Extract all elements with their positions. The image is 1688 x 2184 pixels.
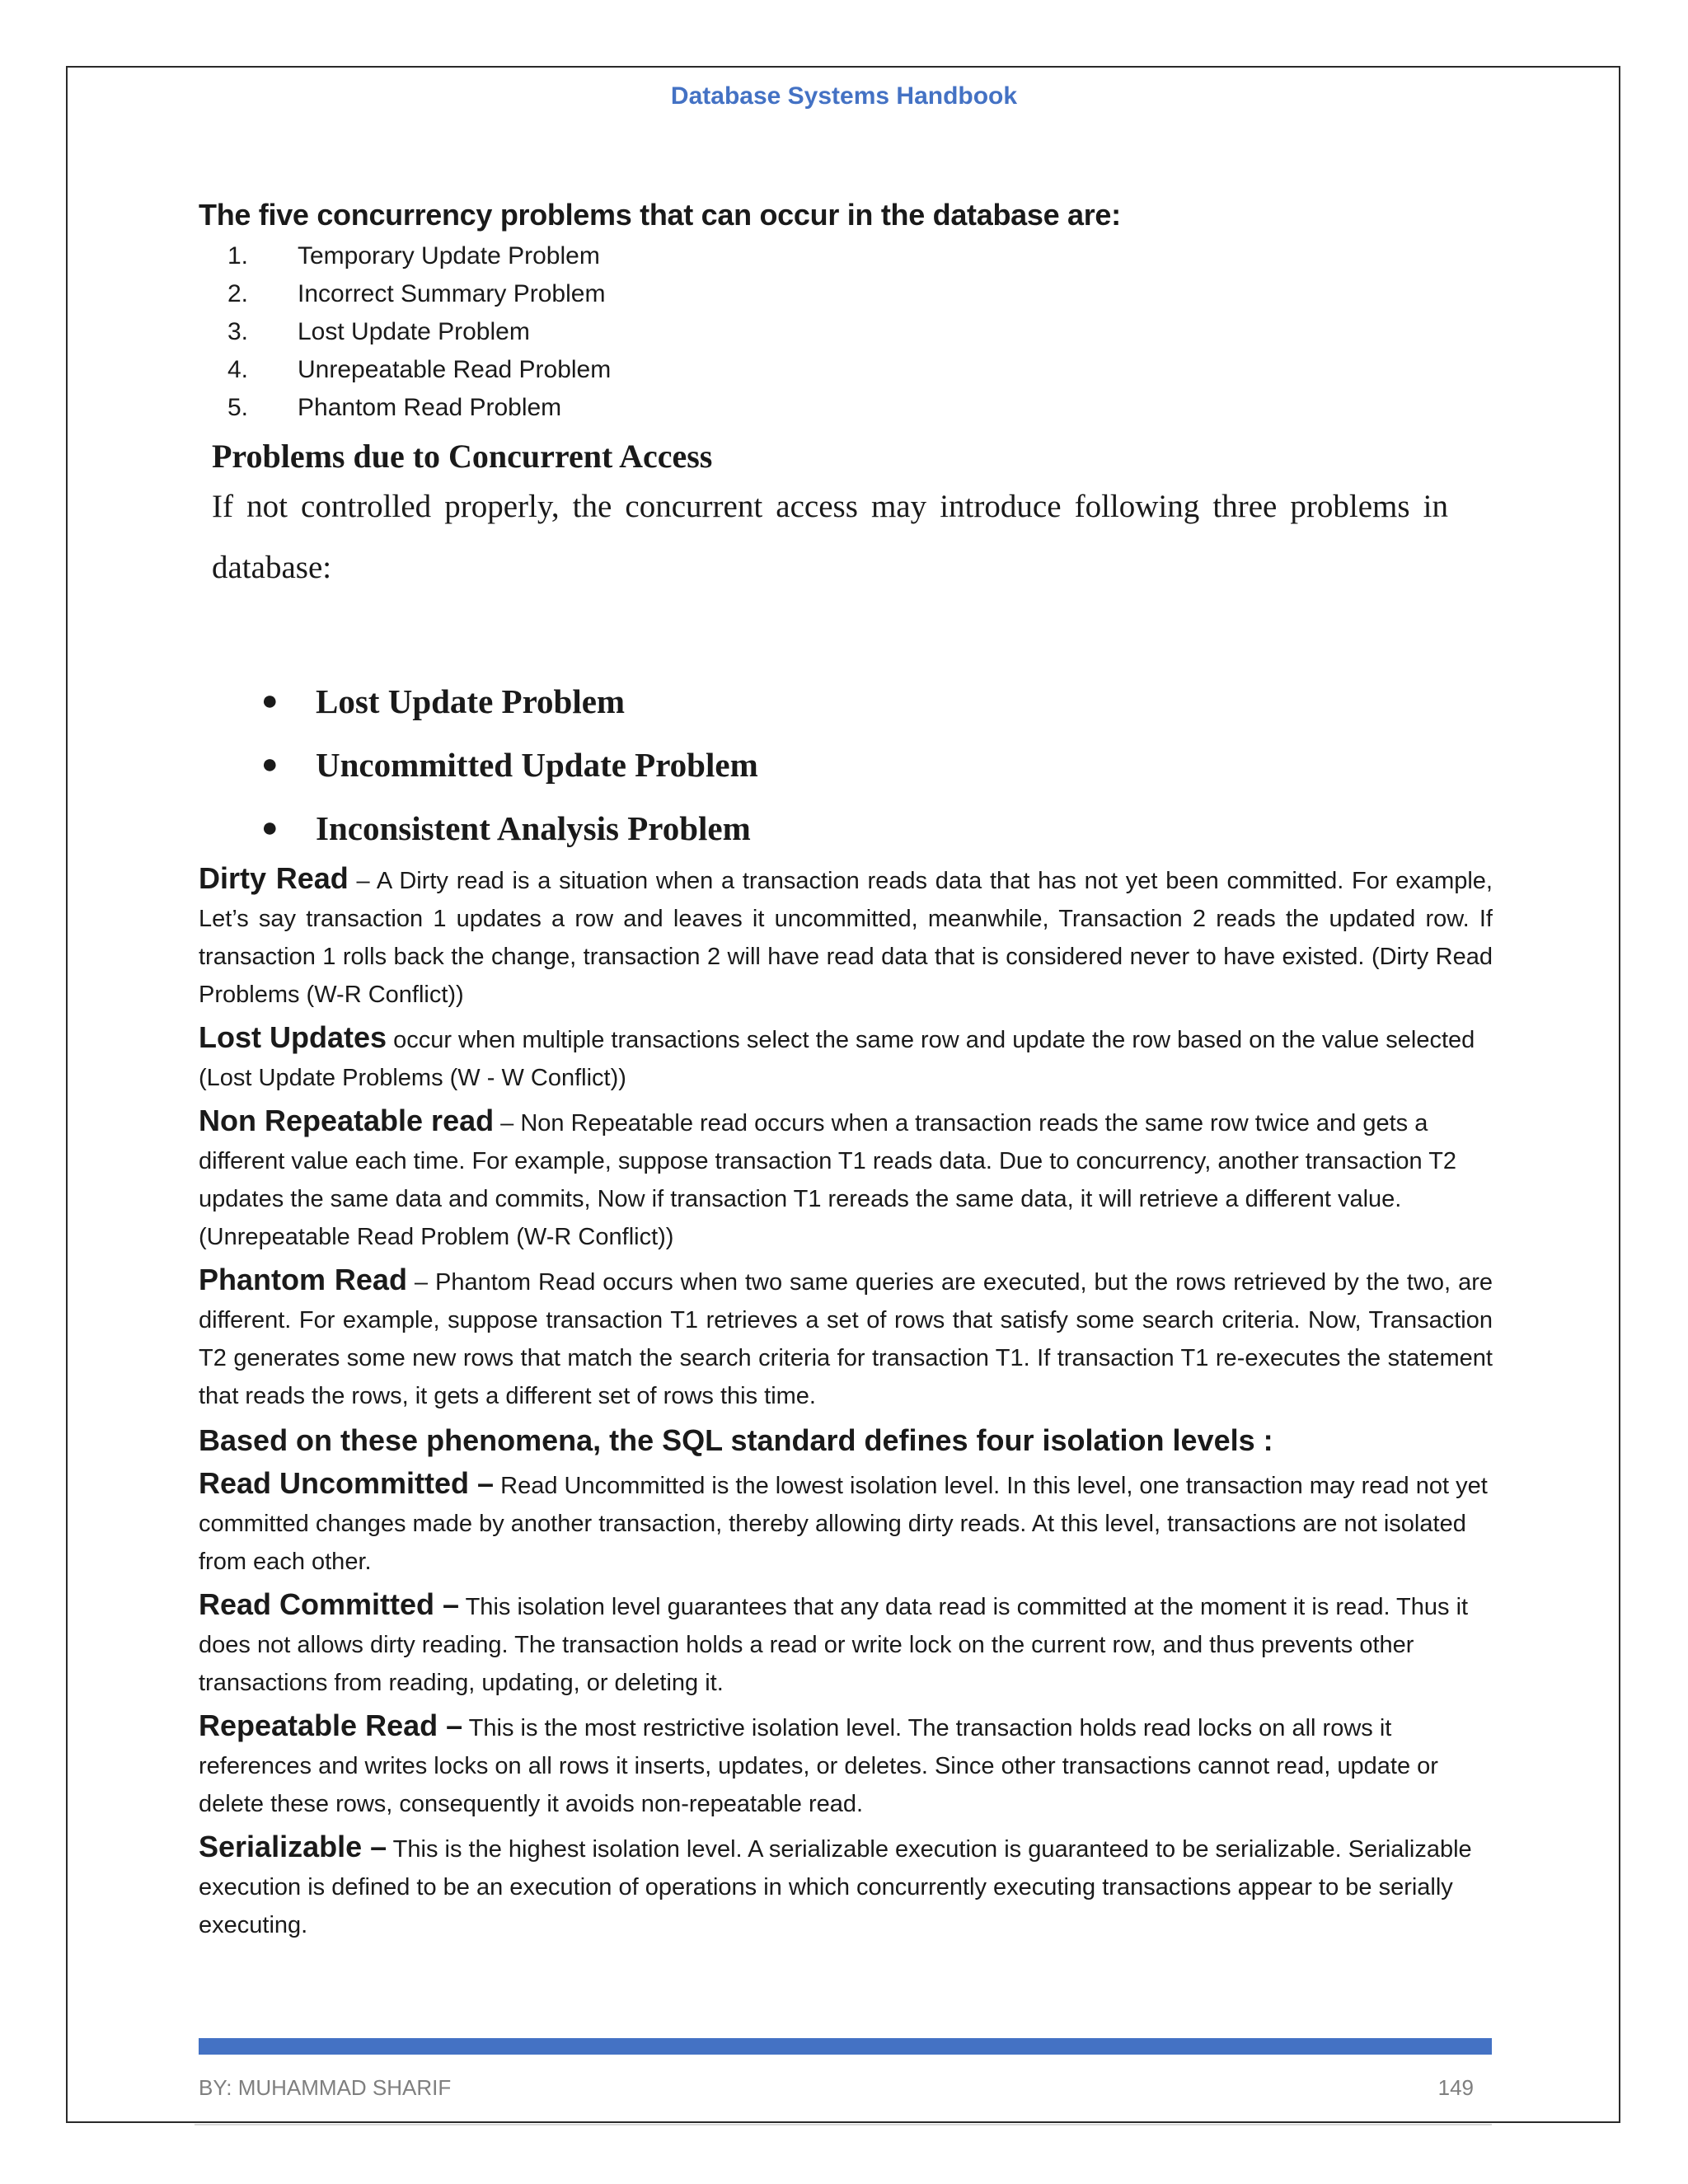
isolation-repeatable-read: Repeatable Read – This is the most restrictive isolation level. The transaction holds read locks on all rows it references and writes locks on all rows it inserts, updates, or deletes. Since other transactions cannot read, update or delete these rows, consequently it avoids non-repeatable read. bbox=[199, 1708, 1438, 1817]
scan-title: Problems due to Concurrent Access bbox=[212, 438, 713, 475]
scanned-excerpt bbox=[212, 437, 1493, 860]
isolation-read-committed: Read Committed – This isolation level guarantees that any data read is committed at the moment it is read. Thus it does not allows dirty reading. The transaction holds a read or write lock on the current row, and thus prevents other transactions from reading, updating, or deleting it. bbox=[199, 1587, 1469, 1696]
bullet-icon: ● bbox=[261, 685, 279, 716]
list-item: ● Inconsistent Analysis Problem bbox=[261, 808, 751, 847]
page-content bbox=[199, 198, 1493, 1949]
definition-phantom-read: Phantom Read – Phantom Read occurs when two same queries are executed, but the rows retrieved by the two, are different. For example, suppose transaction T1 retrieves a set of rows that satisfy some search criteria. Now, Transaction T2 generates some new rows that match the search criteria for transaction T1. If transaction T1 re-executes the statement that reads the rows, it gets a different set of rows this time. bbox=[199, 1263, 1493, 1409]
intro-heading: The five concurrency problems that can occur in the database are: bbox=[199, 198, 1121, 232]
scan-bullet-list bbox=[212, 669, 1493, 860]
concurrency-problems-list bbox=[199, 237, 1493, 427]
page-number: 149 bbox=[1437, 2075, 1474, 2100]
scan-paragraph: If not controlled properly, the concurrent access may introduce following three problems in database: bbox=[212, 489, 1448, 585]
isolation-serializable: Serializable – This is the highest isolation level. A serializable execution is guaranteed to be serializable. Serializable execution is defined to be an execution of operations in which concurrently executing transactions appear to be serially executing. bbox=[199, 1830, 1472, 1938]
definition-non-repeatable-read: Non Repeatable read – Non Repeatable read occurs when a transaction reads the same row twice and gets a different value each time. For example, suppose transaction T1 reads data. Due to concurrency, another transaction T2 updates the same data and commits, Now if transaction T1 rereads the same data, it will retrieve a different value. (Unrepeatable Read Problem (W-R Conflict)) bbox=[199, 1104, 1457, 1250]
definitions bbox=[199, 860, 1493, 1944]
bottom-divider bbox=[195, 2124, 1492, 2125]
footer-author: BY: MUHAMMAD SHARIF bbox=[199, 2075, 452, 2100]
definition-dirty-read: Dirty Read – A Dirty read is a situation when a transaction reads data that has not yet been committed. For example, Let’s say transaction 1 updates a row and leaves it uncommitted, meanwhile, Transaction 2 reads the updated row. If transaction 1 rolls back the change, transaction 2 will have read data that is considered never to have existed. (Dirty Read Problems (W-R Conflict)) bbox=[199, 861, 1493, 1008]
list-item: ● Lost Update Problem bbox=[261, 682, 626, 720]
isolation-heading: Based on these phenomena, the SQL standard defines four isolation levels : bbox=[199, 1423, 1273, 1457]
bullet-icon: ● bbox=[261, 812, 279, 843]
list-item: 5. Phantom Read Problem bbox=[227, 394, 562, 421]
isolation-read-uncommitted: Read Uncommitted – Read Uncommitted is the lowest isolation level. In this level, one transaction may read not yet committed changes made by another transaction, thereby allowing dirty reads. At this level, transactions are not isolated from each other. bbox=[199, 1466, 1488, 1575]
list-item: ● Uncommitted Update Problem bbox=[261, 745, 758, 784]
page-header-title: Database Systems Handbook bbox=[670, 82, 1018, 110]
list-item: 1. Temporary Update Problem bbox=[227, 242, 600, 269]
list-item: 3. Lost Update Problem bbox=[227, 318, 530, 345]
list-item: 4. Unrepeatable Read Problem bbox=[227, 356, 612, 383]
footer-accent-bar bbox=[199, 2038, 1492, 2055]
definition-lost-updates: Lost Updates occur when multiple transactions select the same row and update the row based on the value selected (Lost Update Problems (W - W Conflict)) bbox=[199, 1020, 1475, 1091]
list-item: 2. Incorrect Summary Problem bbox=[227, 280, 606, 307]
bullet-icon: ● bbox=[261, 748, 279, 780]
